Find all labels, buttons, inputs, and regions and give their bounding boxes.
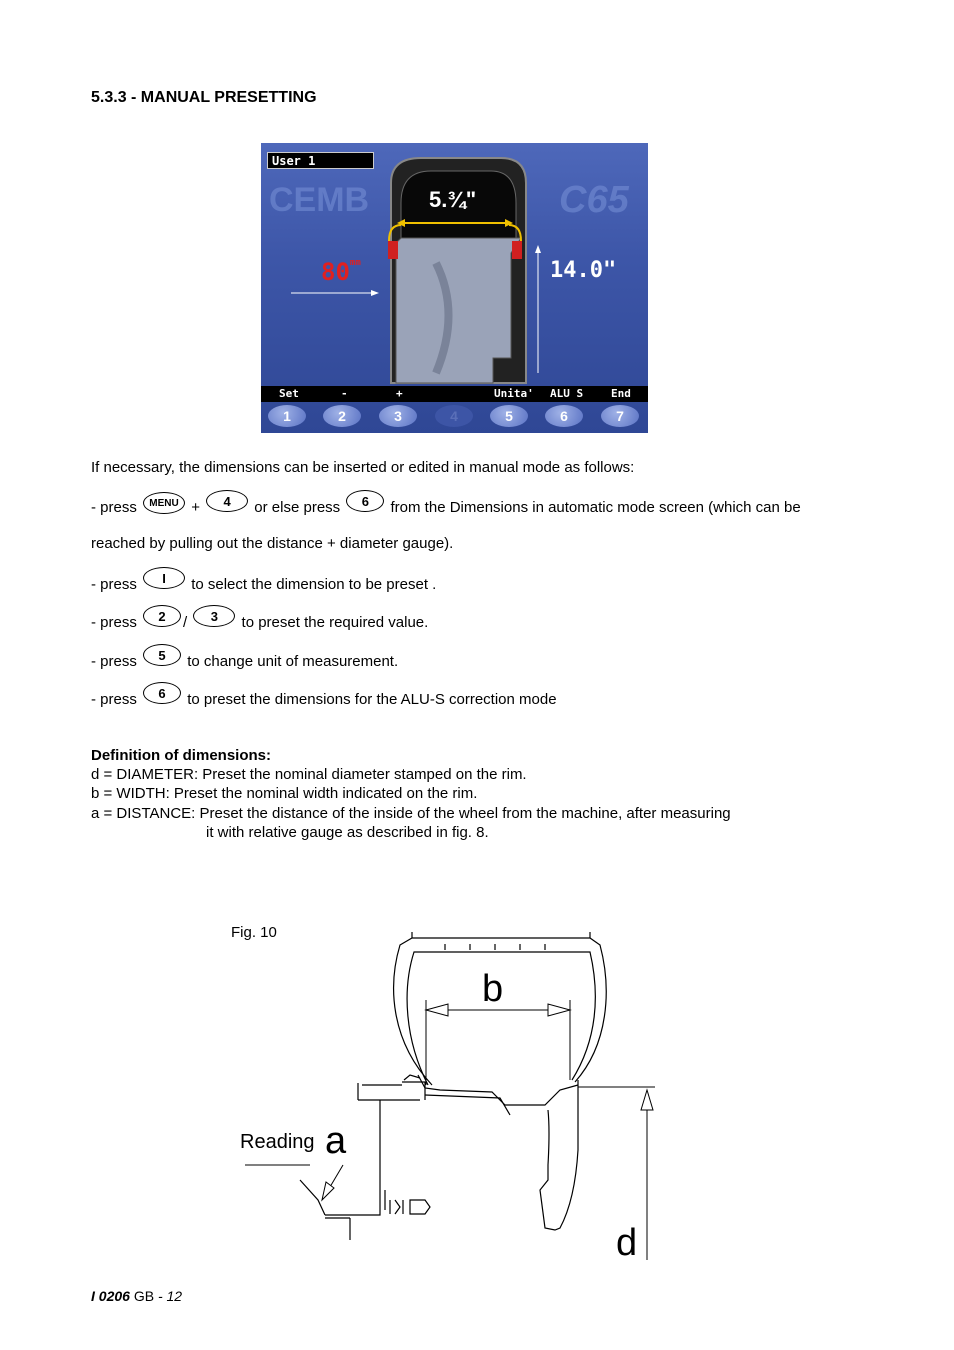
brand-logo-left: CEMB — [269, 181, 370, 219]
reading-label: Reading — [240, 1131, 315, 1153]
step-4-text: to change unit of measurement. — [187, 653, 399, 670]
step-1-plus: + — [191, 499, 200, 516]
menu-key-icon: MENU — [143, 492, 185, 514]
menu-alu-s: ALU S — [550, 387, 584, 400]
screen-button-4: 4 — [435, 405, 473, 427]
menu-end: End — [611, 387, 631, 400]
diameter-value: 14.0" — [550, 258, 617, 283]
page-footer — [91, 1288, 182, 1304]
menu-minus: - — [341, 387, 348, 400]
step-3-text: to preset the required value. — [241, 614, 429, 631]
user-label: User 1 — [267, 152, 374, 169]
screen-button-1: 1 — [268, 405, 306, 427]
definitions-title: Definition of dimensions: — [91, 747, 271, 764]
definition-diameter: d = DIAMETER: Preset the nominal diameter stamped on the rim. — [91, 766, 527, 783]
screen-button-6: 6 — [545, 405, 583, 427]
width-value: 5.¾" — [429, 187, 477, 212]
screen-button-2: 2 — [323, 405, 361, 427]
distance-number: 80 — [321, 258, 350, 286]
screen-button-5: 5 — [490, 405, 528, 427]
step-2-press: - press — [91, 576, 137, 593]
language-code: GB — [133, 1288, 155, 1304]
key-6-icon-alu: 6 — [143, 682, 181, 704]
menu-unit: Unita' — [494, 387, 534, 400]
intro-text: If necessary, the dimensions can be inserted or edited in manual mode as follows: — [91, 459, 635, 476]
key-3-icon: 3 — [193, 605, 235, 627]
step-2-text: to select the dimension to be preset . — [191, 576, 437, 593]
key-6-icon: 6 — [346, 490, 384, 512]
screen-button-3: 3 — [379, 405, 417, 427]
step-3-slash: / — [183, 614, 188, 631]
key-i-icon: I — [143, 567, 185, 589]
screen-button-7: 7 — [601, 405, 639, 427]
step-4-press: - press — [91, 653, 137, 670]
definition-width: b = WIDTH: Preset the nominal width indicated on the rim. — [91, 785, 478, 802]
step-1-or: or else press — [254, 499, 341, 516]
figure-caption: Fig. 10 — [231, 924, 277, 941]
label-d: d — [616, 1222, 638, 1264]
menu-plus: + — [396, 387, 403, 400]
step-1-continued: reached by pulling out the distance + diameter gauge). — [91, 535, 454, 552]
step-1-rest: from the Dimensions in automatic mode screen (which can be — [390, 499, 801, 516]
key-2-icon: 2 — [143, 605, 181, 627]
document-code: I 0206 — [91, 1288, 130, 1304]
step-5-press: - press — [91, 691, 137, 708]
key-4-icon: 4 — [206, 490, 248, 512]
step-5-text: to preset the dimensions for the ALU-S correction mode — [187, 691, 557, 708]
section-heading: 5.3.3 - MANUAL PRESETTING — [91, 89, 317, 106]
step-1-press: - press — [91, 499, 137, 516]
label-b: b — [482, 968, 504, 1010]
label-a: a — [325, 1120, 347, 1162]
definition-distance-continued: it with relative gauge as described in fig. 8. — [206, 824, 489, 841]
step-3-press: - press — [91, 614, 137, 631]
menu-set: Set — [279, 387, 299, 400]
page-number: - 12 — [157, 1288, 183, 1304]
definition-distance: a = DISTANCE: Preset the distance of the inside of the wheel from the machine, after measuring — [91, 805, 731, 822]
brand-logo-right: C65 — [559, 179, 629, 221]
key-5-icon: 5 — [143, 644, 181, 666]
distance-unit: mm — [349, 258, 361, 268]
